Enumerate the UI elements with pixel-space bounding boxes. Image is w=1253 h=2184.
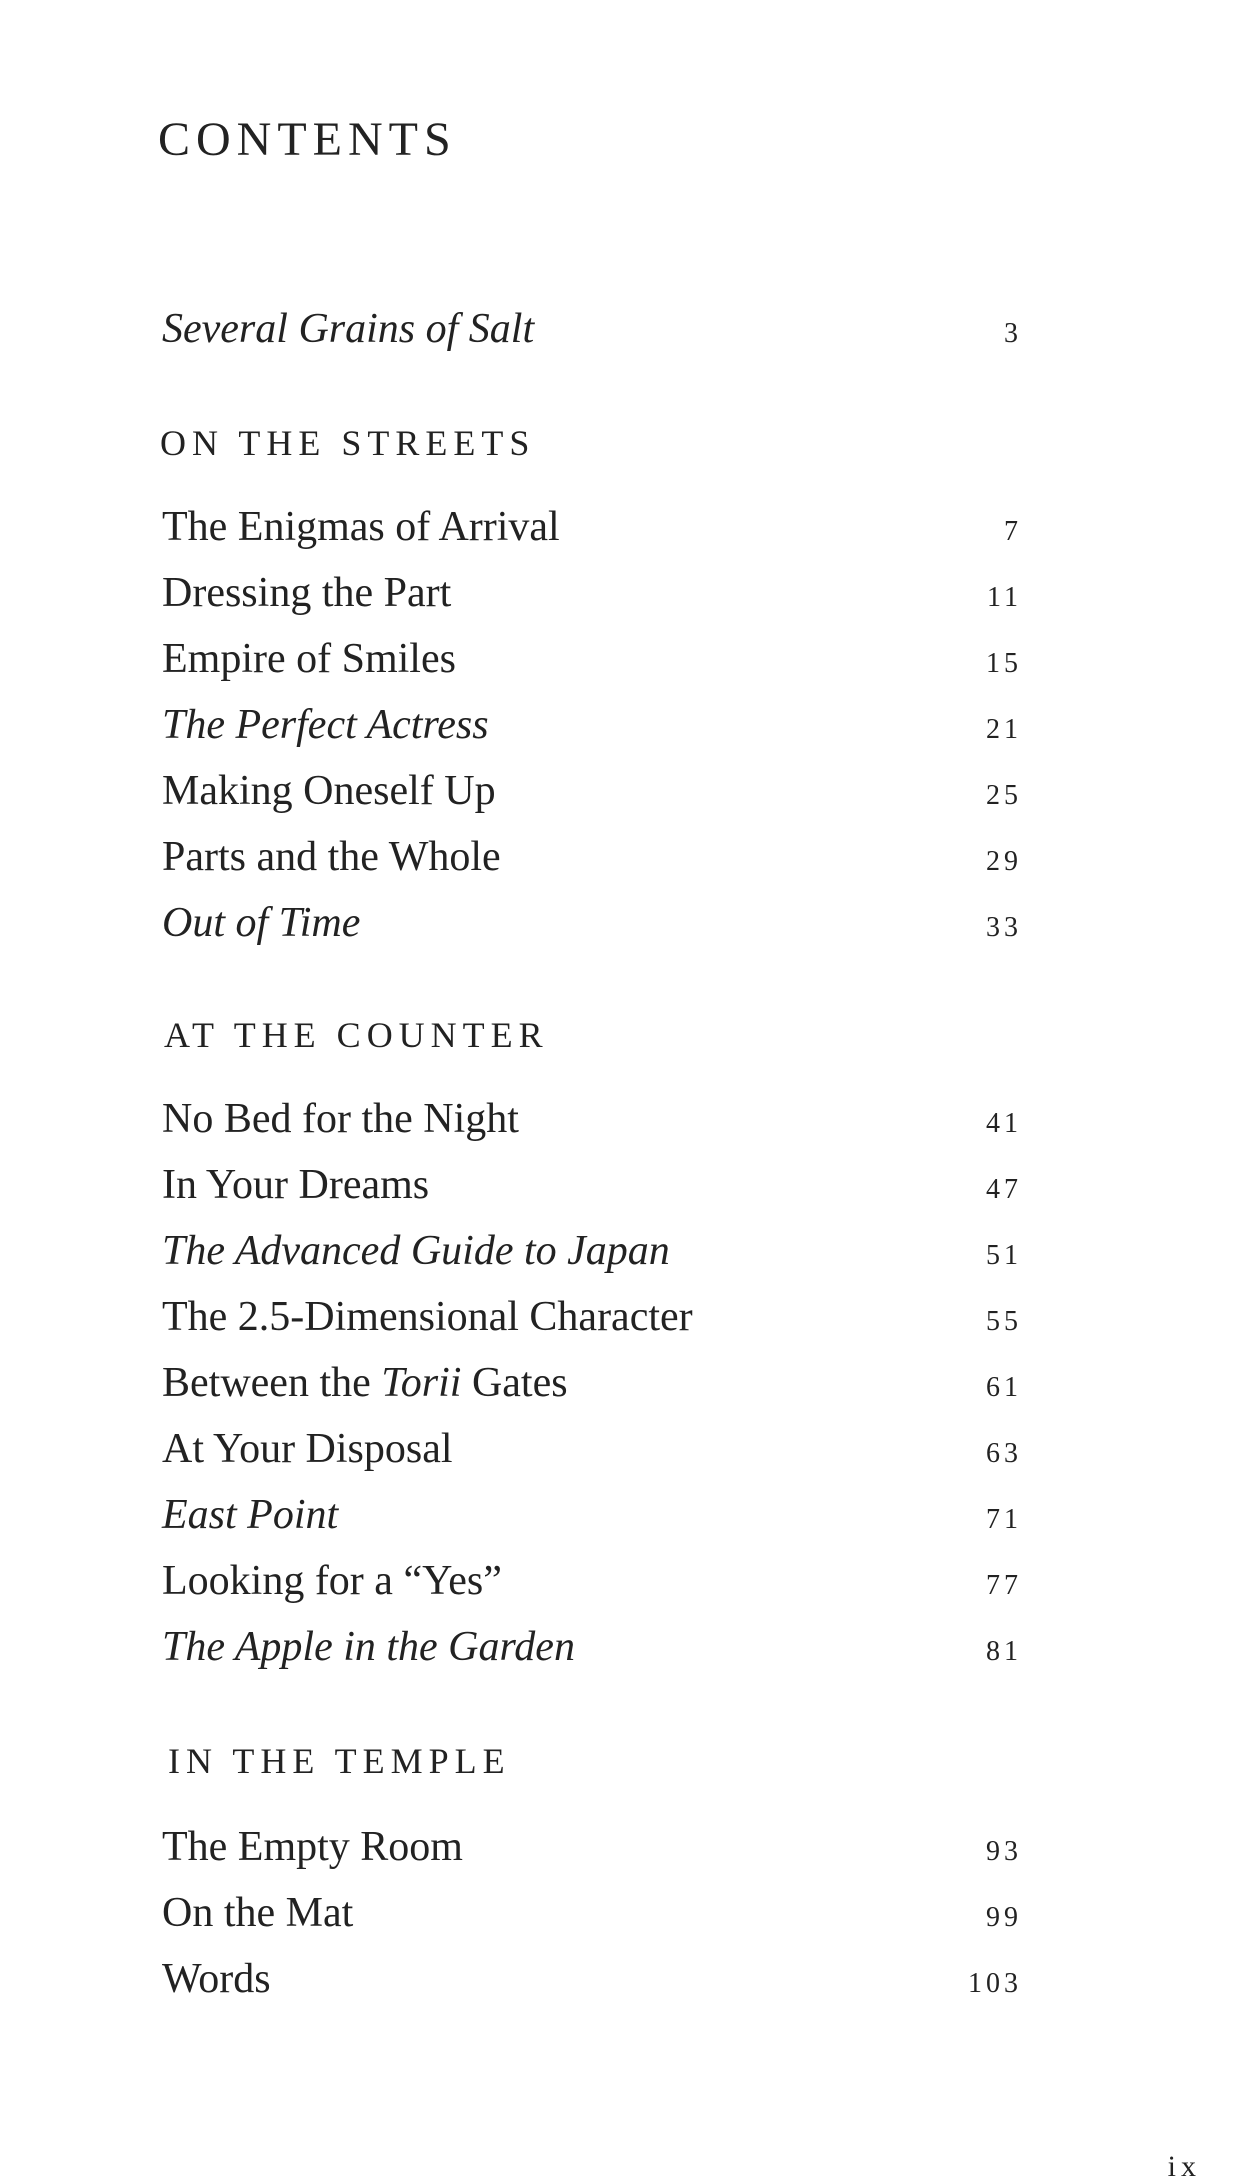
- toc-entry[interactable]: [162, 1296, 1022, 1338]
- entry-page-number: 93: [986, 1836, 1022, 1867]
- toc-entry[interactable]: [162, 506, 1022, 548]
- entry-title: [162, 1362, 568, 1404]
- entry-title: The Enigmas of Arrival: [162, 504, 560, 550]
- toc-entry[interactable]: [162, 836, 1022, 878]
- entry-page-number: 15: [986, 648, 1022, 679]
- entry-page-number: 71: [986, 1504, 1022, 1535]
- entry-page-number: 77: [986, 1570, 1022, 1601]
- toc-entry[interactable]: [162, 1826, 1022, 1868]
- entry-title: The Perfect Actress: [162, 702, 489, 748]
- toc-entry[interactable]: [162, 1560, 1022, 1602]
- entry-page-number: 63: [986, 1438, 1022, 1469]
- toc-entry[interactable]: [162, 1230, 1022, 1272]
- entry-page-number: 11: [987, 582, 1022, 613]
- entry-page-number: 41: [986, 1108, 1022, 1139]
- toc-entry[interactable]: [162, 1164, 1022, 1206]
- toc-entry[interactable]: [162, 308, 1022, 350]
- entry-title-emphasis: Torii: [381, 1360, 462, 1406]
- toc-entry[interactable]: [162, 638, 1022, 680]
- toc-entry[interactable]: [162, 704, 1022, 746]
- toc-entry[interactable]: [162, 1428, 1022, 1470]
- entry-page-number: 81: [986, 1636, 1022, 1667]
- entry-page-number: 61: [986, 1372, 1022, 1403]
- page-folio: ix: [1167, 2150, 1201, 2183]
- section-title-in-the-temple: IN THE TEMPLE: [168, 1741, 511, 1781]
- entry-title: Parts and the Whole: [162, 834, 501, 880]
- entry-page-number: 103: [968, 1968, 1022, 1999]
- entry-title-part: Gates: [461, 1360, 568, 1406]
- entry-title: No Bed for the Night: [162, 1096, 519, 1142]
- entry-page-number: 51: [986, 1240, 1022, 1271]
- entry-title: East Point: [162, 1492, 339, 1538]
- entry-page-number: 3: [1004, 318, 1022, 349]
- entry-page-number: 25: [986, 780, 1022, 811]
- entry-title: The Advanced Guide to Japan: [162, 1228, 670, 1274]
- entry-title: Out of Time: [162, 900, 361, 946]
- entry-title: Empire of Smiles: [162, 636, 456, 682]
- entry-title: Words: [162, 1956, 271, 2002]
- toc-entry[interactable]: [162, 902, 1022, 944]
- entry-title: The Empty Room: [162, 1824, 463, 1870]
- toc-entry[interactable]: [162, 770, 1022, 812]
- section-title-at-the-counter: AT THE COUNTER: [164, 1015, 549, 1055]
- entry-title: Dressing the Part: [162, 570, 452, 616]
- entry-title: At Your Disposal: [162, 1426, 453, 1472]
- entry-title: The Apple in the Garden: [162, 1624, 575, 1670]
- entry-title-part: Between the: [162, 1360, 382, 1406]
- page-title: CONTENTS: [158, 113, 457, 166]
- entry-page-number: 99: [986, 1902, 1022, 1933]
- toc-entry[interactable]: [162, 1626, 1022, 1668]
- entry-page-number: 21: [986, 714, 1022, 745]
- section-title-on-the-streets: ON THE STREETS: [160, 423, 536, 463]
- toc-entry[interactable]: [162, 572, 1022, 614]
- toc-entry[interactable]: [162, 1892, 1022, 1934]
- entry-title: Making Oneself Up: [162, 768, 496, 814]
- entry-page-number: 7: [1004, 516, 1022, 547]
- entry-page-number: 33: [986, 912, 1022, 943]
- toc-entry[interactable]: [162, 1494, 1022, 1536]
- entry-page-number: 55: [986, 1306, 1022, 1337]
- toc-entry[interactable]: [162, 1958, 1022, 2000]
- entry-title: Several Grains of Salt: [162, 306, 535, 352]
- entry-title: In Your Dreams: [162, 1162, 430, 1208]
- toc-entry[interactable]: [162, 1098, 1022, 1140]
- entry-title: On the Mat: [162, 1890, 354, 1936]
- entry-page-number: 47: [986, 1174, 1022, 1205]
- entry-page-number: 29: [986, 846, 1022, 877]
- entry-title: The 2.5-Dimensional Character: [162, 1294, 693, 1340]
- toc-entry[interactable]: [162, 1362, 1022, 1404]
- entry-title: Looking for a “Yes”: [162, 1558, 502, 1604]
